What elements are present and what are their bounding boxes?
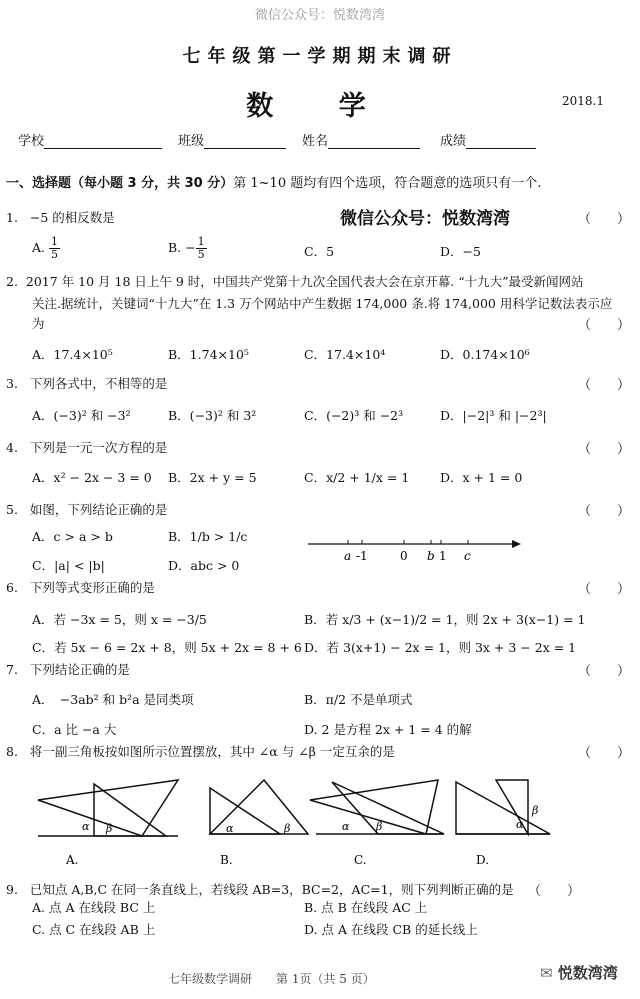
fig-d-alpha: α	[516, 818, 524, 831]
answer-blank-5[interactable]: （ ）	[578, 504, 631, 519]
fig-label-d: D.	[476, 853, 490, 867]
numberline-label-1: 1	[439, 549, 447, 563]
question-6: 6. 下列等式变形正确的是	[6, 580, 155, 595]
q1-option-d[interactable]: D．−5	[440, 244, 481, 259]
school-field[interactable]: 学校	[18, 130, 178, 149]
numberline-label-c: c	[464, 549, 471, 563]
q6-option-d[interactable]: D．若 3(x+1) − 2x = 1，则 3x + 3 − 2x = 1	[304, 640, 577, 655]
question-9: 9. 已知点 A,B,C 在同一条直线上，若线段 AB=3，BC=2，AC=1，则下列判断正确的是	[6, 882, 514, 897]
q7-option-a[interactable]: A． −3ab² 和 b²a 是同类项	[32, 692, 194, 707]
q7-option-b[interactable]: B．π/2 不是单项式	[304, 692, 413, 707]
q5-option-d[interactable]: D．abc > 0	[168, 558, 240, 573]
number-line	[300, 532, 525, 568]
q5-option-a[interactable]: A．c > a > b	[32, 529, 113, 544]
q5-option-b[interactable]: B．1/b > 1/c	[168, 529, 248, 544]
answer-blank-3[interactable]: （ ）	[578, 378, 631, 393]
numberline-label-0: 0	[400, 549, 408, 563]
fig-b-triangle-2	[210, 780, 308, 834]
mid-watermark: 微信公众号：悦数湾湾	[340, 209, 510, 229]
name-field[interactable]: 姓名	[302, 130, 440, 149]
subject-title: 数 学	[246, 91, 394, 122]
class-field[interactable]: 班级	[178, 130, 302, 149]
chat-bubble-icon: ✉	[540, 964, 558, 982]
answer-blank-4[interactable]: （ ）	[578, 442, 631, 457]
exam-date: 2018.1	[562, 94, 604, 108]
q2-option-c[interactable]: C．17.4×10⁴	[304, 347, 386, 362]
fig-c-beta: β	[376, 820, 383, 833]
fig-b-triangle-1	[210, 788, 280, 834]
fig-a-beta: β	[106, 822, 113, 835]
fraction: $\frac{1}{5}$	[51, 235, 58, 261]
q5-option-c[interactable]: C．|a| < |b|	[32, 558, 105, 573]
answer-blank-1[interactable]: （ ）	[578, 212, 631, 227]
footer-watermark: ✉ 悦数湾湾	[540, 964, 618, 982]
q4-option-b[interactable]: B．2x + y = 5	[168, 470, 257, 485]
fig-a-alpha: α	[82, 820, 90, 833]
q7-option-d[interactable]: D. 2 是方程 2x + 1 = 4 的解	[304, 722, 472, 737]
q3-option-c[interactable]: C．(−2)³ 和 −2³	[304, 408, 404, 423]
q2-option-b[interactable]: B．1.74×10⁵	[168, 347, 249, 362]
q4-option-a[interactable]: A．x² − 2x − 3 = 0	[32, 470, 152, 485]
q3-option-b[interactable]: B．(−3)² 和 3²	[168, 408, 257, 423]
fig-label-a: A.	[66, 853, 79, 867]
question-1: 1. −5 的相反数是	[6, 210, 115, 225]
question-4: 4. 下列是一元一次方程的是	[6, 440, 168, 455]
section-heading: 一、选择题（每小题 3 分，共 30 分）第 1~10 题均有四个选项，符合题意的选项只有一个.	[6, 176, 542, 191]
q6-option-b[interactable]: B．若 x/3 + (x−1)/2 = 1，则 2x + 3(x−1) = 1	[304, 612, 586, 627]
question-3: 3. 下列各式中，不相等的是	[6, 376, 168, 391]
fig-c-alpha: α	[342, 820, 350, 833]
numberline-label-a: a	[344, 549, 352, 563]
triangle-figures	[30, 772, 590, 872]
page-footer: 七年级数学调研 第 1页（共 5 页）	[168, 972, 375, 986]
question-2: 2. 2017 年 10 月 18 日上午 9 时，中国共产党第十九次全国代表大会在京开幕. “十九大”最受新闻网站	[6, 274, 584, 289]
q3-option-d[interactable]: D．|−2|³ 和 |−2³|	[440, 408, 547, 423]
q1-option-a[interactable]: A. $\frac{1}{5}$	[32, 235, 58, 261]
q4-option-d[interactable]: D．x + 1 = 0	[440, 470, 523, 485]
q9-option-a[interactable]: A. 点 A 在线段 BC 上	[32, 900, 156, 915]
answer-blank-2[interactable]: （ ）	[578, 318, 631, 333]
q7-option-c[interactable]: C．a 比 −a 大	[32, 722, 117, 737]
q2-option-a[interactable]: A．17.4×10⁵	[32, 347, 113, 362]
q6-option-c[interactable]: C．若 5x − 6 = 2x + 8，则 5x + 2x = 8 + 6	[32, 640, 302, 655]
watermark-top: 微信公众号：悦数湾湾	[254, 8, 385, 23]
q9-option-d[interactable]: D. 点 A 在线段 CB 的延长线上	[304, 922, 478, 937]
fig-a-triangle-2	[94, 784, 166, 836]
q9-option-c[interactable]: C. 点 C 在线段 AB 上	[32, 922, 156, 937]
question-2-line2: 关注.据统计，关键词“十九大”在 1.3 万个网站中产生数据 174,000 条.将 174,000 用科学记数法表示应	[32, 296, 613, 311]
question-5: 5. 如图，下列结论正确的是	[6, 502, 168, 517]
fraction: $\frac{1}{5}$	[197, 235, 205, 261]
question-8: 8. 将一副三角板按如图所示位置摆放，其中 ∠α 与 ∠β 一定互余的是	[6, 744, 395, 759]
answer-blank-8[interactable]: （ ）	[578, 746, 631, 761]
fig-c-triangle-1	[310, 780, 438, 834]
numberline-label-neg1: -1	[356, 549, 368, 563]
student-info-row	[18, 130, 536, 149]
exam-title: 七年级第一学期期末调研	[182, 46, 458, 67]
q9-option-b[interactable]: B. 点 B 在线段 AC 上	[304, 900, 428, 915]
answer-blank-7[interactable]: （ ）	[578, 664, 631, 679]
fig-b-beta: β	[284, 822, 291, 835]
answer-blank-6[interactable]: （ ）	[578, 582, 631, 597]
fig-label-b: B.	[220, 853, 233, 867]
fig-b-alpha: α	[226, 822, 234, 835]
q1-option-b[interactable]: B. − $\frac{1}{5}$	[168, 235, 205, 261]
q2-option-d[interactable]: D．0.174×10⁶	[440, 347, 530, 362]
fig-label-c: C.	[354, 853, 367, 867]
q3-option-a[interactable]: A．(−3)² 和 −3²	[32, 408, 131, 423]
fig-d-beta: β	[532, 804, 539, 817]
score-field[interactable]: 成绩	[440, 130, 536, 149]
q4-option-c[interactable]: C．x/2 + 1/x = 1	[304, 470, 410, 485]
numberline-label-b: b	[427, 549, 435, 563]
q1-option-c[interactable]: C．5	[304, 244, 335, 259]
answer-blank-9[interactable]: （ ）	[528, 884, 581, 899]
question-2-line3: 为	[32, 316, 45, 331]
question-7: 7. 下列结论正确的是	[6, 662, 130, 677]
q6-option-a[interactable]: A．若 −3x = 5，则 x = −3/5	[32, 612, 207, 627]
